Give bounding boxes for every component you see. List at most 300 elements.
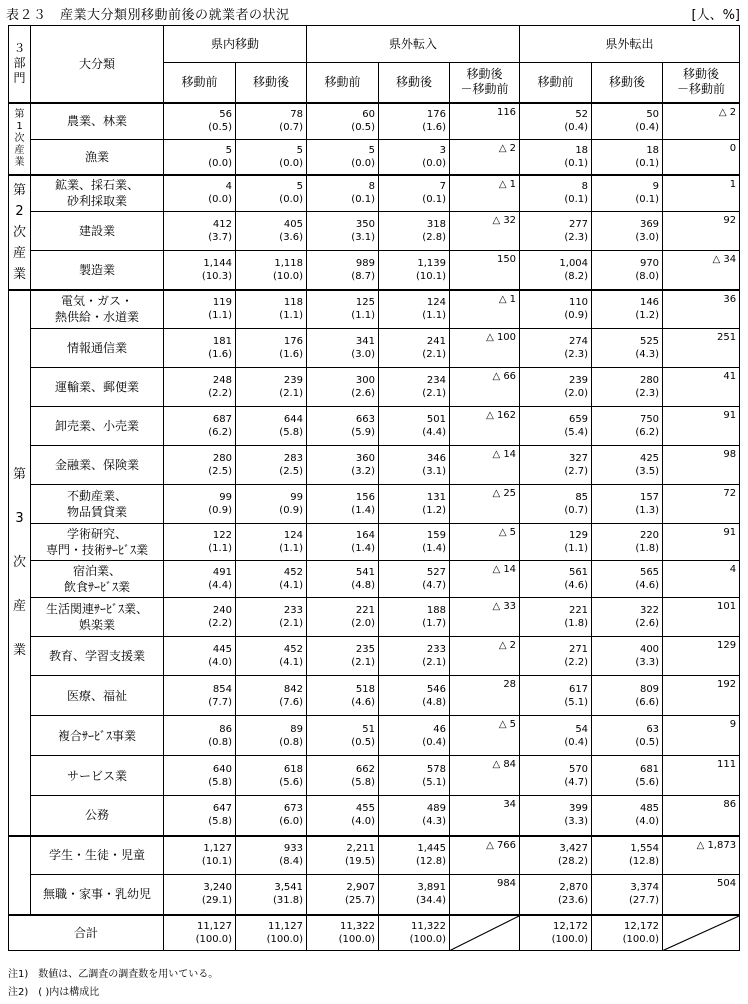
count-value: 3,891 — [417, 882, 447, 894]
ratio-value: (100.0) — [622, 933, 660, 945]
ratio-value: (0.0) — [208, 157, 232, 169]
count-value: 618 — [283, 763, 304, 775]
value-cell — [307, 598, 379, 637]
count-value: 933 — [283, 843, 304, 855]
category-cell: 電気・ガス・ 熱供給・水道業 — [31, 290, 164, 329]
ratio-value: (0.1) — [635, 157, 660, 169]
count-value: 350 — [355, 219, 376, 230]
table-row — [9, 485, 740, 524]
ratio-value: (0.8) — [208, 736, 232, 748]
ratio-value: (2.1) — [279, 388, 304, 399]
ratio-value: (3.1) — [351, 232, 376, 243]
ratio-value: (4.3) — [422, 816, 447, 828]
ratio-value: (3.7) — [208, 232, 232, 243]
ratio-value: (3.3) — [564, 816, 589, 828]
ratio-value: (3.0) — [635, 232, 660, 243]
ratio-value: (2.6) — [635, 618, 660, 629]
value-cell — [236, 524, 307, 561]
count-value: 99 — [290, 492, 304, 503]
value-cell — [592, 329, 663, 368]
ratio-value: (1.4) — [422, 543, 447, 554]
count-value: 8 — [581, 181, 589, 193]
ratio-value: (2.3) — [564, 349, 589, 360]
diagonal-cell — [663, 915, 740, 951]
ratio-value: (1.7) — [422, 618, 447, 629]
count-value: 489 — [426, 803, 447, 815]
ratio-value: (10.0) — [272, 270, 304, 282]
unit-label: [人、%] — [691, 8, 740, 23]
value-cell — [592, 368, 663, 407]
value-cell — [520, 251, 592, 290]
ratio-value: (0.0) — [208, 194, 232, 206]
ratio-value: (29.1) — [201, 895, 232, 907]
count-value: 518 — [355, 683, 376, 695]
count-value: 221 — [355, 605, 376, 616]
data-table — [8, 25, 740, 951]
count-value: 46 — [433, 723, 447, 735]
count-value: 7 — [439, 181, 447, 193]
table-row — [9, 212, 740, 251]
diff-cell: 86 — [663, 796, 740, 836]
value-cell — [379, 407, 450, 446]
table-row — [9, 446, 740, 485]
count-value: 644 — [283, 414, 304, 425]
ratio-value: (0.1) — [351, 194, 376, 206]
value-cell — [592, 251, 663, 290]
diff-cell: △ 2 — [663, 103, 740, 140]
count-value: 561 — [568, 567, 589, 578]
count-value: 85 — [575, 492, 589, 503]
diff-cell: 0 — [663, 140, 740, 175]
category-cell: サービス業 — [31, 756, 164, 796]
ratio-value: (1.8) — [635, 543, 660, 554]
category-cell: 情報通信業 — [31, 329, 164, 368]
value-cell — [164, 875, 236, 915]
ratio-value: (1.4) — [351, 505, 376, 516]
count-value: 341 — [355, 336, 376, 347]
count-value: 51 — [362, 723, 376, 735]
ratio-value: (100.0) — [551, 933, 589, 945]
count-value: 11,322 — [411, 920, 447, 932]
dept-cell: 第 2 次 産 業 — [9, 175, 31, 290]
note-1: 注1) 数値は、乙調査の調査数を用いている。 — [8, 969, 219, 980]
diff-cell: 251 — [663, 329, 740, 368]
ratio-value: (0.4) — [564, 736, 589, 748]
ratio-value: (5.4) — [564, 427, 589, 438]
diff-cell: △ 32 — [450, 212, 520, 251]
count-value: 248 — [212, 375, 232, 386]
count-value: 3 — [439, 144, 447, 156]
value-cell — [592, 676, 663, 716]
dept-cell: 第 1 次 産 業 — [9, 103, 31, 175]
count-value: 277 — [568, 219, 589, 230]
count-value: 369 — [639, 219, 660, 230]
value-cell — [520, 836, 592, 875]
count-value: 1,004 — [559, 257, 589, 269]
value-cell — [164, 140, 236, 175]
count-value: 78 — [290, 109, 304, 121]
count-value: 5 — [368, 144, 376, 156]
count-value: 283 — [283, 453, 304, 464]
ratio-value: (2.5) — [208, 466, 232, 477]
header-before: 移動前 — [307, 63, 379, 103]
value-cell — [592, 103, 663, 140]
count-value: 159 — [426, 530, 447, 541]
ratio-value: (2.0) — [351, 618, 376, 629]
count-value: 18 — [646, 144, 660, 156]
ratio-value: (0.5) — [351, 122, 376, 134]
count-value: 63 — [646, 723, 660, 735]
count-value: 124 — [283, 530, 304, 541]
value-cell — [592, 212, 663, 251]
diff-cell: 150 — [450, 251, 520, 290]
value-cell — [307, 140, 379, 175]
dept-cell — [9, 836, 31, 915]
count-value: 125 — [355, 297, 376, 309]
count-value: 271 — [568, 644, 589, 655]
value-cell — [236, 140, 307, 175]
count-value: 617 — [568, 683, 589, 695]
ratio-value: (1.1) — [208, 543, 232, 554]
diff-cell: △ 84 — [450, 756, 520, 796]
count-value: 131 — [426, 492, 447, 503]
ratio-value: (0.4) — [564, 122, 589, 134]
count-value: 54 — [575, 723, 589, 735]
value-cell — [379, 251, 450, 290]
ratio-value: (12.8) — [628, 856, 660, 868]
ratio-value: (1.1) — [564, 543, 589, 554]
count-value: 9 — [652, 181, 660, 193]
count-value: 452 — [283, 644, 304, 655]
diff-cell: 91 — [663, 407, 740, 446]
count-value: 2,907 — [346, 882, 376, 894]
table-row — [9, 598, 740, 637]
count-value: 300 — [355, 375, 376, 386]
dept-cell: 第 3 次 産 業 — [9, 290, 31, 836]
category-cell: 医療、福祉 — [31, 676, 164, 716]
count-value: 110 — [568, 297, 589, 309]
value-cell — [592, 836, 663, 875]
ratio-value: (0.0) — [279, 194, 304, 206]
count-value: 452 — [283, 567, 304, 578]
table-row — [9, 676, 740, 716]
count-value: 220 — [639, 530, 660, 541]
ratio-value: (100.0) — [338, 933, 376, 945]
ratio-value: (4.0) — [208, 657, 232, 668]
value-cell — [164, 561, 236, 598]
ratio-value: (23.6) — [557, 895, 589, 907]
count-value: 241 — [426, 336, 447, 347]
ratio-value: (4.0) — [351, 816, 376, 828]
value-cell — [307, 676, 379, 716]
value-cell — [164, 676, 236, 716]
ratio-value: (0.4) — [635, 122, 660, 134]
count-value: 99 — [219, 492, 232, 503]
count-value: 1,127 — [203, 843, 232, 855]
ratio-value: (100.0) — [409, 933, 447, 945]
diff-cell: 36 — [663, 290, 740, 329]
ratio-value: (1.1) — [279, 310, 304, 322]
ratio-value: (28.2) — [557, 856, 589, 868]
value-cell — [164, 407, 236, 446]
count-value: 662 — [355, 763, 376, 775]
value-cell — [592, 175, 663, 212]
value-cell — [164, 446, 236, 485]
value-cell — [164, 485, 236, 524]
value-cell — [379, 368, 450, 407]
count-value: 176 — [426, 109, 447, 121]
ratio-value: (0.5) — [208, 122, 232, 134]
ratio-value: (3.1) — [422, 466, 447, 477]
count-value: 234 — [426, 375, 447, 386]
count-value: 3,374 — [630, 882, 660, 894]
ratio-value: (1.4) — [351, 543, 376, 554]
count-value: 3,240 — [203, 882, 232, 894]
category-cell: 不動産業、 物品賃貸業 — [31, 485, 164, 524]
ratio-value: (3.3) — [635, 657, 660, 668]
diff-cell: △ 14 — [450, 561, 520, 598]
ratio-value: (25.7) — [344, 895, 376, 907]
count-value: 322 — [639, 605, 660, 616]
ratio-value: (8.2) — [564, 270, 589, 282]
diff-cell: △ 66 — [450, 368, 520, 407]
header-before: 移動前 — [164, 63, 236, 103]
value-cell — [520, 524, 592, 561]
count-value: 1,139 — [417, 257, 447, 269]
diff-cell: △ 25 — [450, 485, 520, 524]
ratio-value: (31.8) — [272, 895, 304, 907]
diff-cell: △ 2 — [450, 637, 520, 676]
value-cell — [307, 407, 379, 446]
diff-cell: 1 — [663, 175, 740, 212]
diff-cell: 4 — [663, 561, 740, 598]
ratio-value: (34.4) — [415, 895, 447, 907]
value-cell — [164, 290, 236, 329]
count-value: 12,172 — [553, 920, 589, 932]
ratio-value: (4.8) — [351, 580, 376, 591]
diff-cell: 129 — [663, 637, 740, 676]
count-value: 240 — [212, 605, 232, 616]
ratio-value: (10.1) — [415, 270, 447, 282]
count-value: 239 — [568, 375, 589, 386]
ratio-value: (0.8) — [279, 736, 304, 748]
value-cell — [307, 251, 379, 290]
value-cell — [164, 175, 236, 212]
count-value: 318 — [426, 219, 447, 230]
count-value: 4 — [225, 181, 232, 193]
header-move-out: 県外転出 — [520, 26, 740, 63]
value-cell — [236, 175, 307, 212]
value-cell — [164, 251, 236, 290]
count-value: 274 — [568, 336, 589, 347]
count-value: 5 — [296, 181, 304, 193]
category-cell: 学術研究、 専門・技術ｻｰﾋﾞｽ業 — [31, 524, 164, 561]
value-cell — [236, 251, 307, 290]
ratio-value: (6.0) — [279, 816, 304, 828]
table-row — [9, 561, 740, 598]
value-cell — [520, 446, 592, 485]
value-cell — [236, 875, 307, 915]
count-value: 1,445 — [417, 843, 447, 855]
value-cell — [592, 485, 663, 524]
header-diff: 移動後 －移動前 — [663, 63, 740, 103]
ratio-value: (8.4) — [279, 856, 304, 868]
count-value: 8 — [368, 181, 376, 193]
value-cell — [520, 329, 592, 368]
value-cell — [307, 875, 379, 915]
table-row — [9, 796, 740, 836]
ratio-value: (5.9) — [351, 427, 376, 438]
count-value: 181 — [212, 336, 232, 347]
ratio-value: (0.9) — [564, 310, 589, 322]
ratio-value: (0.4) — [422, 736, 447, 748]
count-value: 11,127 — [197, 920, 232, 932]
ratio-value: (2.1) — [422, 657, 447, 668]
header-before: 移動前 — [520, 63, 592, 103]
count-value: 647 — [212, 803, 232, 815]
count-value: 118 — [283, 297, 304, 309]
ratio-value: (1.1) — [422, 310, 447, 322]
value-cell — [520, 756, 592, 796]
count-value: 346 — [426, 453, 447, 464]
category-cell: 建設業 — [31, 212, 164, 251]
count-value: 970 — [639, 257, 660, 269]
value-cell — [379, 756, 450, 796]
count-value: 164 — [355, 530, 376, 541]
value-cell — [164, 212, 236, 251]
value-cell — [520, 676, 592, 716]
diff-cell: △ 162 — [450, 407, 520, 446]
ratio-value: (0.1) — [635, 194, 660, 206]
diff-cell: 98 — [663, 446, 740, 485]
diagonal-line — [663, 916, 739, 951]
ratio-value: (1.6) — [208, 349, 232, 360]
ratio-value: (100.0) — [266, 933, 304, 945]
count-value: 86 — [219, 723, 232, 735]
value-cell — [379, 103, 450, 140]
value-cell — [520, 637, 592, 676]
value-cell — [164, 368, 236, 407]
ratio-value: (2.3) — [564, 232, 589, 243]
value-cell — [520, 485, 592, 524]
table-row — [9, 290, 740, 329]
value-cell — [379, 485, 450, 524]
count-value: 525 — [639, 336, 660, 347]
diff-cell: △ 766 — [450, 836, 520, 875]
count-value: 122 — [212, 530, 232, 541]
header-dept: ３ 部 門 — [9, 26, 31, 103]
ratio-value: (4.1) — [279, 580, 304, 591]
count-value: 750 — [639, 414, 660, 425]
diagonal-cell — [450, 915, 520, 951]
ratio-value: (2.3) — [635, 388, 660, 399]
diff-cell: △ 33 — [450, 598, 520, 637]
ratio-value: (0.1) — [564, 194, 589, 206]
ratio-value: (12.8) — [415, 856, 447, 868]
value-cell — [379, 175, 450, 212]
value-cell — [520, 796, 592, 836]
count-value: 989 — [355, 257, 376, 269]
ratio-value: (1.1) — [351, 310, 376, 322]
value-cell — [236, 796, 307, 836]
value-cell — [236, 446, 307, 485]
ratio-value: (0.9) — [279, 505, 304, 516]
count-value: 491 — [212, 567, 232, 578]
ratio-value: (2.5) — [279, 466, 304, 477]
table-row — [9, 637, 740, 676]
diff-cell: △ 1,873 — [663, 836, 740, 875]
category-cell: 運輸業、郵便業 — [31, 368, 164, 407]
ratio-value: (3.0) — [351, 349, 376, 360]
ratio-value: (4.4) — [422, 427, 447, 438]
value-cell — [520, 875, 592, 915]
count-value: 1,554 — [630, 843, 660, 855]
value-cell — [236, 836, 307, 875]
value-cell — [379, 716, 450, 756]
count-value: 681 — [639, 763, 660, 775]
ratio-value: (6.2) — [635, 427, 660, 438]
ratio-value: (2.6) — [351, 388, 376, 399]
table-row — [9, 836, 740, 875]
ratio-value: (4.3) — [635, 349, 660, 360]
header-in-pref: 県内移動 — [164, 26, 307, 63]
value-cell — [236, 368, 307, 407]
ratio-value: (0.7) — [564, 505, 589, 516]
count-value: 541 — [355, 567, 376, 578]
value-cell — [236, 290, 307, 329]
category-cell: 卸売業、小売業 — [31, 407, 164, 446]
header-category: 大分類 — [31, 26, 164, 103]
diff-cell: 984 — [450, 875, 520, 915]
value-cell — [379, 637, 450, 676]
count-value: 455 — [355, 803, 376, 815]
table-row — [9, 756, 740, 796]
table-row — [9, 175, 740, 212]
table-row — [9, 251, 740, 290]
category-cell: 教育、学習支援業 — [31, 637, 164, 676]
value-cell — [379, 212, 450, 251]
ratio-value: (5.8) — [208, 776, 232, 788]
value-cell — [307, 716, 379, 756]
ratio-value: (0.0) — [351, 157, 376, 169]
ratio-value: (7.7) — [208, 696, 232, 708]
value-cell — [164, 524, 236, 561]
value-cell — [307, 485, 379, 524]
ratio-value: (1.3) — [635, 505, 660, 516]
ratio-value: (0.5) — [351, 736, 376, 748]
count-value: 50 — [646, 109, 660, 121]
count-value: 119 — [212, 297, 232, 309]
diff-cell: 72 — [663, 485, 740, 524]
count-value: 578 — [426, 763, 447, 775]
value-cell — [379, 796, 450, 836]
value-cell — [236, 598, 307, 637]
category-cell: 学生・生徒・児童 — [31, 836, 164, 875]
diff-cell: △ 14 — [450, 446, 520, 485]
ratio-value: (1.2) — [422, 505, 447, 516]
count-value: 405 — [283, 219, 304, 230]
total-value-cell — [520, 915, 592, 951]
count-value: 527 — [426, 567, 447, 578]
ratio-value: (0.9) — [208, 505, 232, 516]
ratio-value: (7.6) — [279, 696, 304, 708]
value-cell — [520, 368, 592, 407]
value-cell — [236, 485, 307, 524]
value-cell — [520, 598, 592, 637]
ratio-value: (1.2) — [635, 310, 660, 322]
value-cell — [307, 175, 379, 212]
count-value: 854 — [212, 683, 232, 695]
